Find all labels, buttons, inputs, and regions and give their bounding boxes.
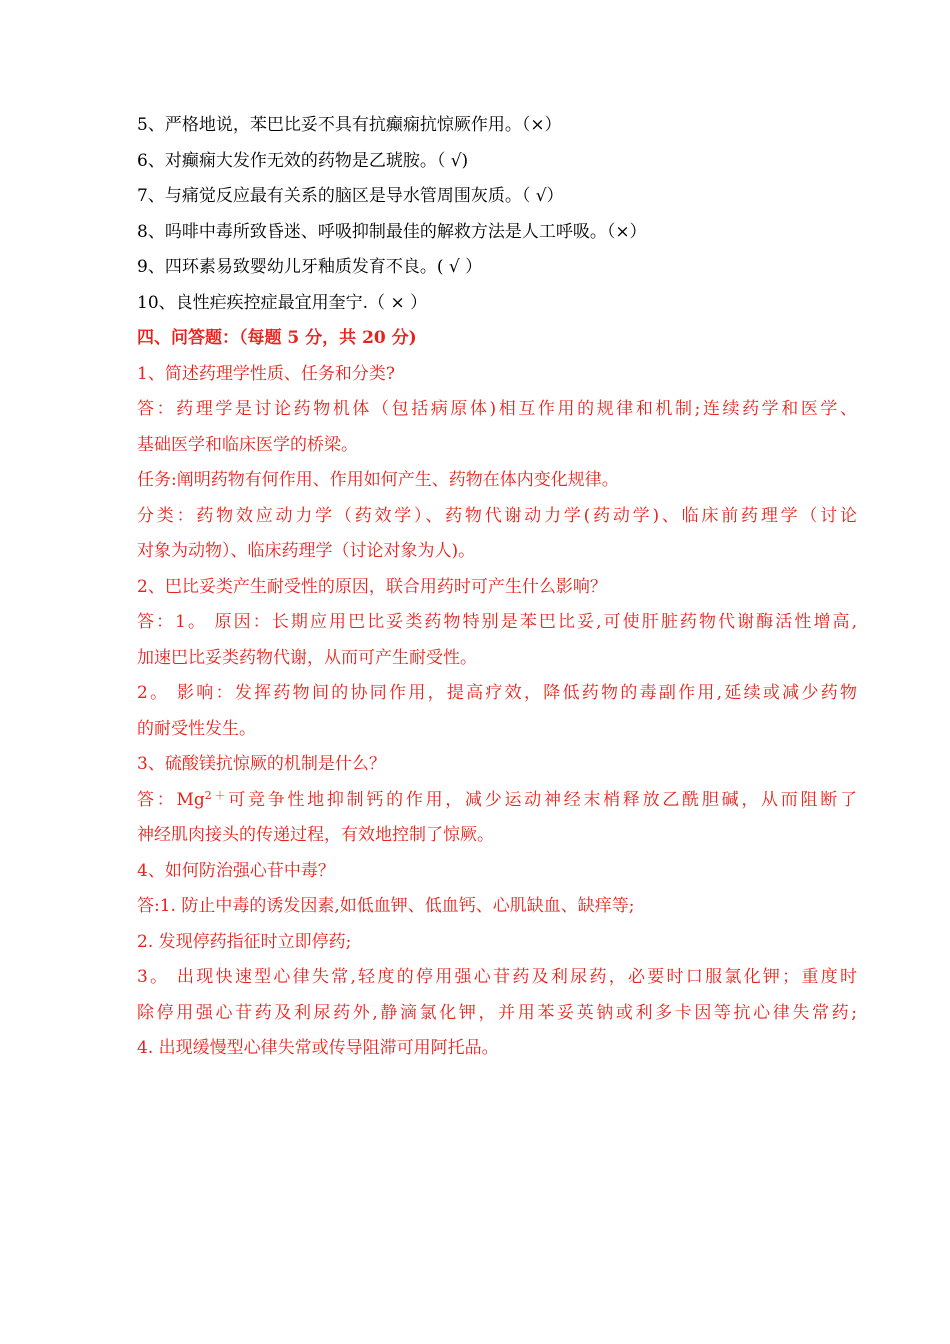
document-page <box>137 108 857 1067</box>
judgment-item-10: 10、良性疟疾控症最宜用奎宁.（ × ） <box>137 292 428 313</box>
answer-2-effect-line-1: 2。 影响：发挥药物间的协同作用，提高疗效，降低药物的毒副作用,延续或减少药物 <box>137 683 857 703</box>
answer-4-item-2: 2. 发现停药指征时立即停药; <box>137 931 352 952</box>
judgment-item-8: 8、吗啡中毒所致昏迷、呼吸抑制最佳的解救方法是人工呼吸。（×） <box>137 221 647 242</box>
answer-1-line-2: 基础医学和临床医学的桥梁。 <box>137 434 358 455</box>
answer-3-line-1 <box>137 783 857 819</box>
answer-4-item-4: 4. 出现缓慢型心律失常或传导阻滞可用阿托品。 <box>137 1038 499 1058</box>
answer-4-item-1: 答:1. 防止中毒的诱发因素,如低血钾、低血钙、心肌缺血、缺痒等; <box>137 896 635 916</box>
answer-3-superscript: 2＋ <box>204 788 229 802</box>
answer-1-line-1: 答：药理学是讨论药物机体（包括病原体)相互作用的规律和机制;连续药学和医学、 <box>137 399 857 419</box>
question-3: 3、硫酸镁抗惊厥的机制是什么？ <box>137 754 386 774</box>
judgment-item-6: 6、对癫痫大发作无效的药物是乙琥胺。（ √) <box>137 150 469 171</box>
answer-2-reason-line-1: 答：1。 原因：长期应用巴比妥类药物特别是苯巴比妥,可使肝脏药物代谢酶活性增高, <box>137 612 857 632</box>
judgment-item-9: 9、四环素易致婴幼儿牙釉质发育不良。( √ ） <box>137 257 483 277</box>
judgment-item-7: 7、与痛觉反应最有关系的脑区是导水管周围灰质。（ √） <box>137 186 564 206</box>
answer-2-reason-line-2: 加速巴比妥类药物代谢，从而可产生耐受性。 <box>137 647 477 668</box>
answer-2-effect-line-2: 的耐受性发生。 <box>137 718 256 739</box>
answer-3-rest: 可竞争性地抑制钙的作用，减少运动神经末梢释放乙酰胆碱，从而阻断了 <box>228 789 857 810</box>
question-4: 4、如何防治强心苷中毒？ <box>137 860 335 881</box>
answer-3-prefix: 答：Mg <box>137 789 205 810</box>
answer-1-class-line-1: 分类：药物效应动力学（药效学）、药物代谢动力学(药动学)、临床前药理学（讨论 <box>137 505 857 526</box>
answer-4-item-3-line-1: 3。 出现快速型心律失常,轻度的停用强心苷药及利尿药，必要时口服氯化钾；重度时 <box>137 967 857 987</box>
judgment-item-5: 5、严格地说，苯巴比妥不具有抗癫痫抗惊厥作用。（×） <box>137 115 562 135</box>
answer-1-task: 任务:阐明药物有何作用、作用如何产生、药物在体内变化规律。 <box>137 470 619 490</box>
question-1: 1、简述药理学性质、任务和分类? <box>137 363 395 384</box>
answer-4-item-3-line-2: 除停用强心苷药及利尿药外,静滴氯化钾，并用苯妥英钠或利多卡因等抗心律失常药; <box>137 1002 857 1023</box>
section-heading: 四、问答题：（每题 5 分，共 20 分) <box>137 328 417 348</box>
question-2: 2、巴比妥类产生耐受性的原因，联合用药时可产生什么影响？ <box>137 576 607 597</box>
answer-1-class-line-2: 对象为动物）、临床药理学（讨论对象为人)。 <box>137 541 476 561</box>
answer-3-line-2: 神经肌肉接头的传递过程，有效地控制了惊厥。 <box>137 825 494 845</box>
